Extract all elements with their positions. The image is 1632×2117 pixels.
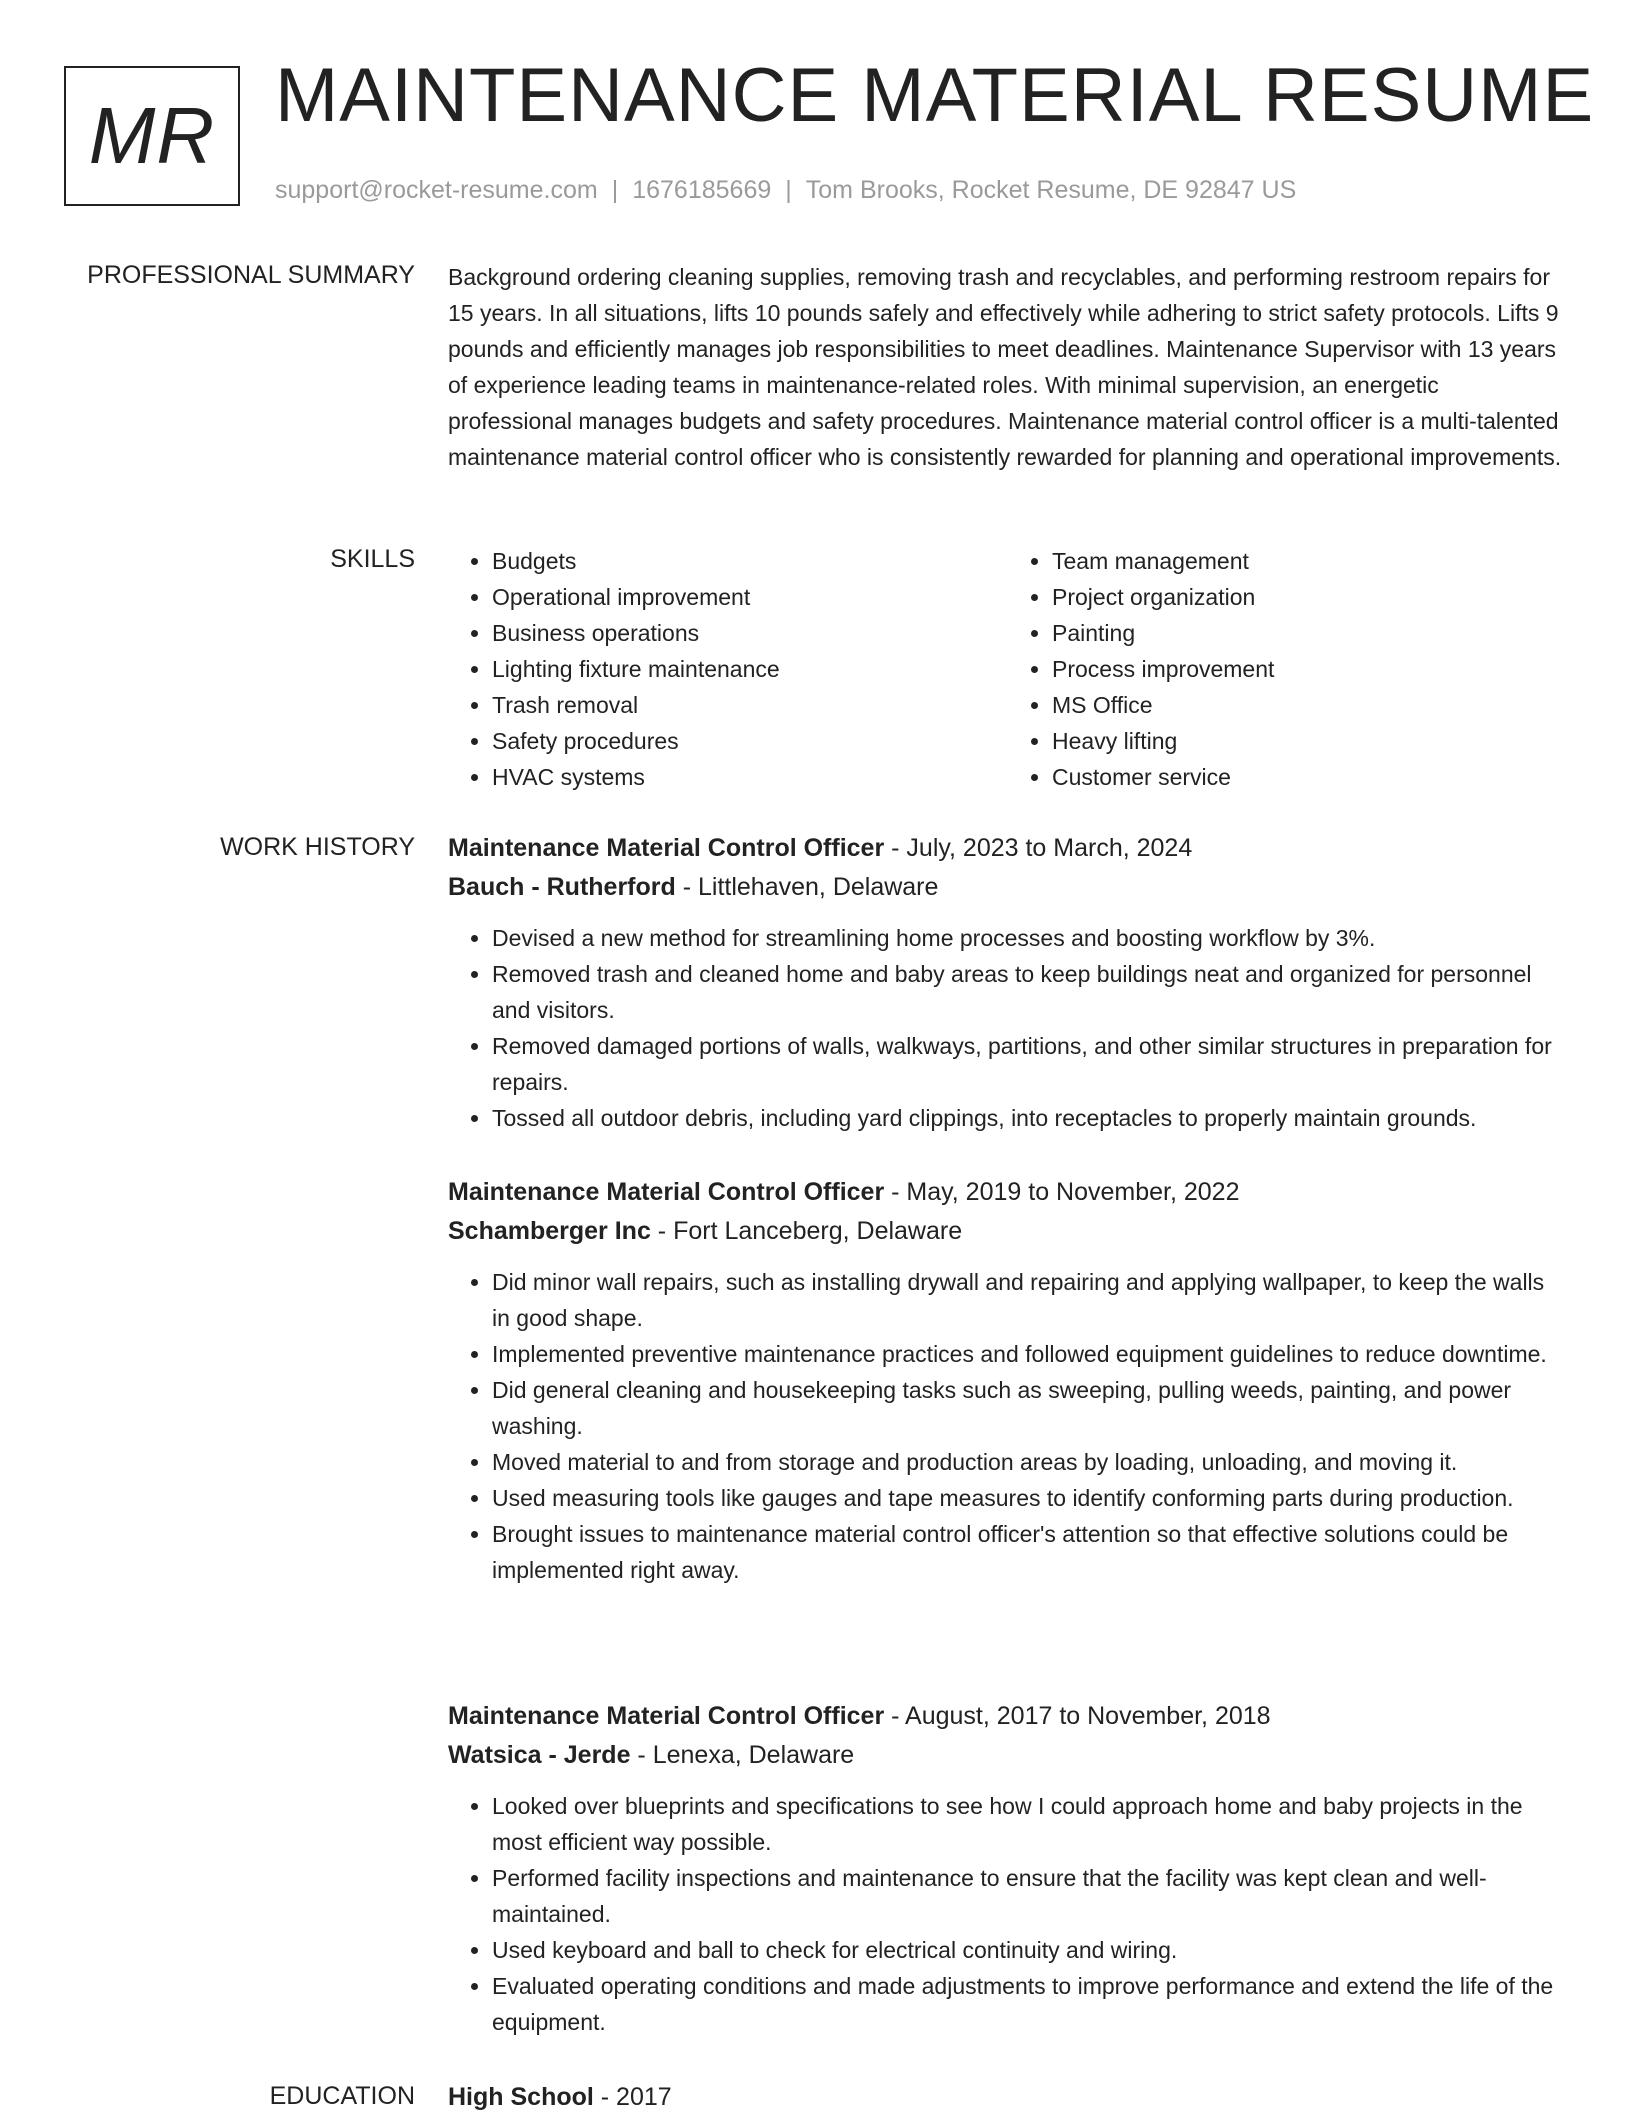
education-line [448, 2077, 1568, 2117]
company-location: - Lenexa, Delaware [630, 1741, 855, 1769]
contact-email: support@rocket-resume.com [275, 176, 598, 204]
contact-separator: | [611, 176, 619, 204]
job-title-line [448, 828, 1568, 868]
contact-separator: | [785, 176, 792, 204]
company-line [448, 1736, 1568, 1774]
education-year: - 2017 [593, 2083, 672, 2111]
summary-section [448, 259, 1568, 475]
job-bullet: • Implemented preventive maintenance practices and followed equipment guidelines to reduce downtime. [492, 1336, 1568, 1372]
job-title: Maintenance Material Control Officer [448, 1178, 885, 1206]
company-location: - Fort Lanceberg, Delaware [650, 1217, 963, 1245]
skill-item: • Safety procedures [492, 723, 1008, 759]
job-title: Maintenance Material Control Officer [448, 1702, 885, 1730]
job-title: Maintenance Material Control Officer [448, 834, 885, 862]
job-bullet: • Used keyboard and ball to check for electrical continuity and wiring. [492, 1932, 1568, 1968]
skill-item: • HVAC systems [492, 759, 1008, 795]
job-title-line [448, 1172, 1568, 1212]
resume-title: MAINTENANCE MATERIAL RESUME [275, 53, 1595, 138]
skill-item: • Team management [1052, 543, 1568, 579]
section-label-education: EDUCATION [269, 2082, 415, 2110]
job-entry [448, 828, 1568, 1136]
section-label-work-history: WORK HISTORY [220, 833, 415, 861]
job-entry [448, 1172, 1568, 1588]
job-bullet: • Removed trash and cleaned home and baby areas to keep buildings neat and organized for personnel and visitors. [492, 956, 1568, 1028]
education-section [448, 2077, 1568, 2117]
job-bullets [448, 1788, 1568, 2040]
company-name: Schamberger Inc [448, 1217, 651, 1245]
skill-item: • Operational improvement [492, 579, 1008, 615]
contact-phone: 1676185669 [632, 176, 772, 204]
job-bullet: • Removed damaged portions of walls, walkways, partitions, and other similar structures in preparation for repairs. [492, 1028, 1568, 1100]
job-bullet: • Devised a new method for streamlining home processes and boosting workflow by 3%. [492, 920, 1568, 956]
job-bullet: • Moved material to and from storage and production areas by loading, unloading, and moving it. [492, 1444, 1568, 1480]
monogram-logo: MR [64, 66, 240, 206]
section-label-summary: PROFESSIONAL SUMMARY [87, 261, 415, 289]
contact-line [275, 176, 1296, 205]
section-label-skills: SKILLS [330, 545, 415, 573]
skill-item: • Heavy lifting [1052, 723, 1568, 759]
summary-text: Background ordering cleaning supplies, removing trash and recyclables, and performing restroom repairs for 15 years. In all situations, lifts 10 pounds safely and effectively while adhering to strict safety protocols. Lifts 9 pounds and efficiently manages job responsibilities to meet deadlines. Maintenance Supervisor with 13 years of experience leading teams in maintenance-related roles. With minimal supervision, an energetic professional manages budgets and safety procedures. Maintenance material control officer is a multi-talented maintenance material control officer who is consistently rewarded for planning and operational improvements. [448, 264, 1562, 470]
job-entry [448, 1696, 1568, 2040]
company-line [448, 868, 1568, 906]
skill-item: • Customer service [1052, 759, 1568, 795]
skill-item: • Lighting fixture maintenance [492, 651, 1008, 687]
job-dates: - August, 2017 to November, 2018 [884, 1702, 1271, 1730]
job-bullet: • Looked over blueprints and specifications to see how I could approach home and baby projects in the most efficient way possible. [492, 1788, 1568, 1860]
company-name: Bauch - Rutherford [448, 873, 676, 901]
company-location: - Littlehaven, Delaware [675, 873, 939, 901]
job-bullet: • Did general cleaning and housekeeping tasks such as sweeping, pulling weeds, painting, and power washing. [492, 1372, 1568, 1444]
skill-item: • Project organization [1052, 579, 1568, 615]
job-bullet: • Performed facility inspections and maintenance to ensure that the facility was kept clean and well-maintained. [492, 1860, 1568, 1932]
skills-section [448, 543, 1568, 795]
skills-grid [448, 543, 1568, 795]
job-bullets [448, 920, 1568, 1136]
job-bullet: • Did minor wall repairs, such as installing drywall and repairing and applying wallpaper, to keep the walls in good shape. [492, 1264, 1568, 1336]
skills-list-left [448, 543, 1008, 795]
job-bullet: • Evaluated operating conditions and made adjustments to improve performance and extend the life of the equipment. [492, 1968, 1568, 2040]
job-bullet: • Brought issues to maintenance material control officer's attention so that effective solutions could be implemented right away. [492, 1516, 1568, 1588]
job-dates: - July, 2023 to March, 2024 [884, 834, 1193, 862]
job-bullets [448, 1264, 1568, 1588]
job-bullet: • Tossed all outdoor debris, including yard clippings, into receptacles to properly maintain grounds. [492, 1100, 1568, 1136]
education-degree: High School [448, 2083, 594, 2111]
skill-item: • Trash removal [492, 687, 1008, 723]
skill-item: • Business operations [492, 615, 1008, 651]
job-bullet: • Used measuring tools like gauges and tape measures to identify conforming parts during production. [492, 1480, 1568, 1516]
skill-item: • MS Office [1052, 687, 1568, 723]
company-line [448, 1212, 1568, 1250]
skill-item: • Painting [1052, 615, 1568, 651]
job-title-line [448, 1696, 1568, 1736]
job-dates: - May, 2019 to November, 2022 [884, 1178, 1240, 1206]
skill-item: • Process improvement [1052, 651, 1568, 687]
company-name: Watsica - Jerde [448, 1741, 631, 1769]
contact-address: Tom Brooks, Rocket Resume, DE 92847 US [805, 176, 1297, 204]
skill-item: • Budgets [492, 543, 1008, 579]
skills-list-right [1008, 543, 1568, 795]
